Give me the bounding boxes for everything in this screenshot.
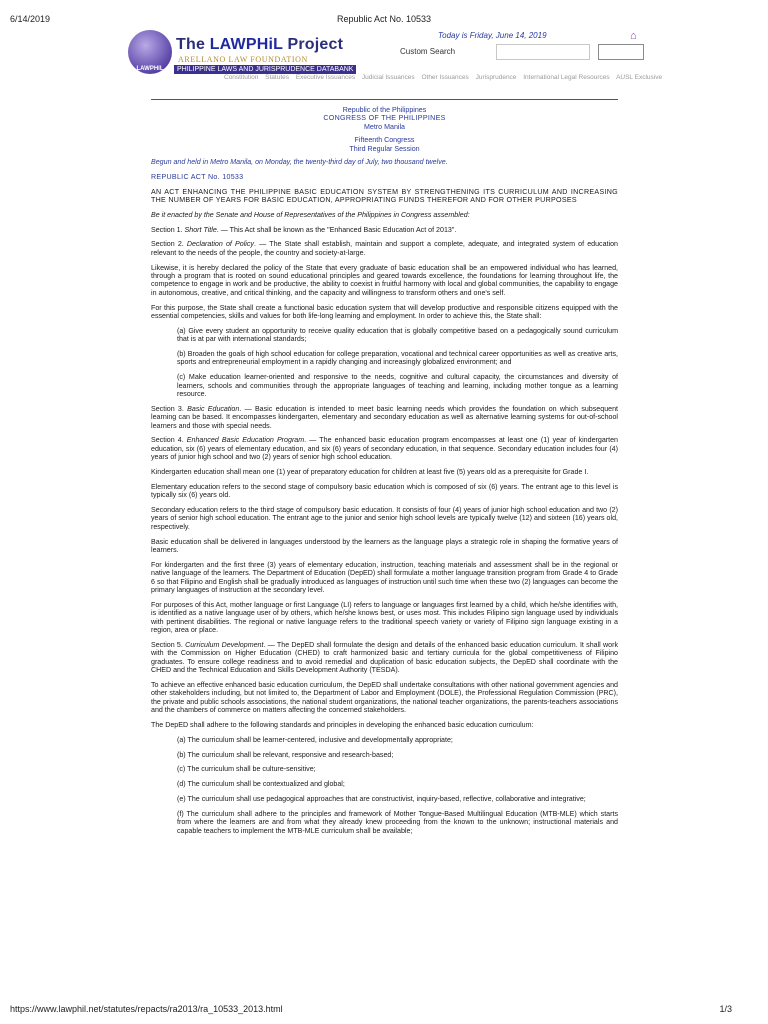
lawphil-logo[interactable] bbox=[128, 30, 172, 74]
enacting-clause: Be it enacted by the Senate and House of Representatives of the Philippines in Congress assembled: bbox=[151, 210, 470, 219]
search-button[interactable] bbox=[598, 44, 644, 60]
logo-text: LAWPHIL bbox=[136, 66, 164, 72]
curriculum-item-a: (a) The curriculum shall be learner-centered, inclusive and developmentally appropriate; bbox=[177, 735, 453, 744]
site-nav bbox=[224, 74, 667, 81]
search-input[interactable] bbox=[496, 44, 590, 60]
nav-judicial-issuances[interactable]: Judicial Issuances bbox=[361, 74, 415, 81]
policy-item-a: (a) Give every student an opportunity to receive quality education that is globally competitive based on a pedagogically sound curriculum that is at par with international standards; bbox=[177, 326, 618, 344]
policy-item-b: (b) Broaden the goals of high school education for college preparation, vocational and technical career opportunities as well as creative arts, sports and entrepreneurial employment in a rapidly changing and increasingly globalized environment; and bbox=[177, 350, 618, 367]
paragraph-language: Basic education shall be delivered in languages understood by the learners as the language plays a strategic role in shaping the formative years of learners. bbox=[151, 537, 618, 555]
paragraph-likewise: Likewise, it is hereby declared the policy of the State that every graduate of basic education shall be an empowered individual who has learned, through a program that is rooted on sound educational principles and geared towards excellence, the foundations for learning throughout life, the competence to engage in work and be productive, the ability to coexist in fruitful harmony with local and global communities, the capability to engage in autonomous, creative, and critical thinking, and the capacity and willingness to transform others and one's self. bbox=[151, 263, 618, 297]
databank-label: PHILIPPINE LAWS AND JURISPRUDENCE DATABANK bbox=[174, 65, 356, 74]
section-1: Section 1. Short Title. — This Act shall be known as the "Enhanced Basic Education Act of 2013". bbox=[151, 225, 457, 234]
nav-statutes[interactable]: Statutes bbox=[265, 74, 289, 81]
nav-constitution[interactable]: Constitution bbox=[224, 74, 259, 81]
header-divider bbox=[151, 99, 618, 100]
brand-title[interactable]: The LAWPHiL Project bbox=[176, 36, 344, 53]
search-label: Custom Search bbox=[400, 47, 456, 56]
section-5: Section 5. Curriculum Development. — The DepED shall formulate the design and details of the enhanced basic education curriculum. It shall work with the Commission on Higher Education (CHED) to craft harmonized basic and tertiary curricula for the global competitiveness of Filipino graduates. To ensure college readiness and to avoid remedial and duplication of basic education subjects, the DepED shall coordinate with the CHED and the Technical Education and Skills Development Authority (TESDA). bbox=[151, 640, 618, 675]
paragraph-secondary: Secondary education refers to the third stage of compulsory basic education. It consists of four (4) years of junior high school education and two (2) years of senior high school education. The entrant age to the junior and senior high school levels are typically twelve (12) and sixteen (16) years old, respectively. bbox=[151, 506, 618, 531]
foundation-name: ARELLANO LAW FOUNDATION bbox=[178, 55, 308, 64]
policy-item-c: (c) Make education learner-oriented and responsive to the needs, cognitive and cultural capacity, the circumstances and diversity of learners, schools and communities through the appropriate languages of teaching and learning, including mother tongue as a learning resource. bbox=[177, 373, 618, 399]
act-number: REPUBLIC ACT No. 10533 bbox=[151, 172, 244, 181]
document-body bbox=[151, 106, 618, 841]
heading-republic: Republic of the Philippines bbox=[342, 106, 427, 114]
nav-other-issuances[interactable]: Other Issuances bbox=[421, 74, 469, 81]
begun-statement: Begun and held in Metro Manila, on Monday, the twenty-third day of July, two thousand twelve. bbox=[151, 158, 448, 167]
curriculum-item-b: (b) The curriculum shall be relevant, responsive and research-based; bbox=[177, 750, 394, 759]
section-3: Section 3. Basic Education. — Basic education is intended to meet basic learning needs which provides the foundation on which subsequent learning can be based. It encompasses kindergarten, elementary and secondary education as well as alternative learning systems for out-of-school learners and those with special needs. bbox=[151, 404, 618, 430]
curriculum-item-d: (d) The curriculum shall be contextualized and global; bbox=[177, 780, 345, 789]
paragraph-achieve: To achieve an effective enhanced basic education curriculum, the DepED shall undertake consultations with other national government agencies and other stakeholders including, but not limited to, the Department of Labor and Employment (DOLE), the Professional Regulation Commission (PRC), the private and public schools associations, the national student organizations, the national teacher organizations, the parents-teachers associations and the chambers of commerce on matters affecting the concerned stakeholders. bbox=[151, 680, 618, 715]
section-2: Section 2. Declaration of Policy. — The State shall establish, maintain and support a complete, adequate, and integrated system of education relevant to the needs of the people, the country and society-at-large. bbox=[151, 240, 618, 257]
paragraph-mother-language: For purposes of this Act, mother language or first Language (LI) refers to language or languages first learned by a child, which he/she identifies with, is identified as a native language user of by others, which he/she knows best, or uses most. This includes Filipino sign language used by individuals with pertinent disabilities. The regional or native language refers to the traditional speech variety or variety of Filipino sign language existing in a region, area or place. bbox=[151, 600, 618, 635]
today-date: Today is Friday, June 14, 2019 bbox=[438, 31, 547, 40]
curriculum-item-f: (f) The curriculum shall adhere to the principles and framework of Mother Tongue-Based Multilingual Education (MTB-MLE) which starts from where the learners are and from what they already knew proceeding from the known to the unknown; instructional materials and capable teachers to implement the MTB-MLE curriculum shall be available; bbox=[177, 809, 618, 835]
curriculum-item-e: (e) The curriculum shall use pedagogical approaches that are constructivist, inquiry-based, reflective, collaborative and integrative; bbox=[177, 794, 586, 803]
heading-congress: CONGRESS OF THE PHILIPPINES bbox=[323, 114, 446, 123]
heading-metro-manila: Metro Manila bbox=[363, 122, 405, 131]
page-number: 1/3 bbox=[719, 1004, 732, 1014]
curriculum-item-c: (c) The curriculum shall be culture-sensitive; bbox=[177, 765, 316, 774]
paragraph-adhere: The DepED shall adhere to the following standards and principles in developing the enhanced basic education curriculum: bbox=[151, 720, 534, 729]
heading-congress-number: Fifteenth Congress bbox=[354, 136, 415, 145]
paragraph-kindergarten: Kindergarten education shall mean one (1) year of preparatory education for children at least five (5) years old as a prerequisite for Grade I. bbox=[151, 468, 589, 477]
nav-ausl-exclusive[interactable]: AUSL Exclusive bbox=[616, 74, 663, 81]
paragraph-kindergarten-first-three: For kindergarten and the first three (3) years of elementary education, instruction, teaching materials and assessment shall be in the regional or native language of the learners. The Department of Education (DepED) shall formulate a mother language transition program from Grade 4 to Grade 6 so that Filipino and English shall be gradually introduced as languages of instruction until such time when these two (2) languages can become the primary languages of instruction at the secondary level. bbox=[151, 560, 618, 595]
site-header bbox=[128, 30, 648, 78]
print-date: 6/14/2019 bbox=[10, 14, 51, 24]
heading-session: Third Regular Session bbox=[349, 144, 420, 153]
nav-international-legal-resources[interactable]: International Legal Resources bbox=[523, 74, 610, 81]
section-4: Section 4. Enhanced Basic Education Program. — The enhanced basic education program encompasses at least one (1) year of kindergarten education, six (6) years of elementary education, and six (6) years of secondary education, in that sequence. Secondary education includes four (4) years of junior high school and two (2) years of senior high school education. bbox=[151, 436, 618, 462]
paragraph-purpose: For this purpose, the State shall create a functional basic education system that will develop productive and responsible citizens equipped with the essential competencies, skills and values for both life-long learning and employment. In order to achieve this, the State shall: bbox=[151, 303, 618, 321]
act-title: AN ACT ENHANCING THE PHILIPPINE BASIC EDUCATION SYSTEM BY STRENGTHENING ITS CURRICULUM AND INCREASING THE NUMBER OF YEARS FOR BASIC EDUCATION, APPROPRIATING FUNDS THEREFOR AND FOR OTHER PURPOSES bbox=[151, 187, 618, 205]
print-title: Republic Act No. 10533 bbox=[336, 14, 432, 24]
nav-executive-issuances[interactable]: Executive Issuances bbox=[295, 74, 356, 81]
print-url[interactable]: https://www.lawphil.net/statutes/repacts/ra2013/ra_10533_2013.html bbox=[10, 1004, 283, 1014]
paragraph-elementary: Elementary education refers to the second stage of compulsory basic education which is composed of six (6) years. The entrant age to this level is typically six (6) years old. bbox=[151, 482, 618, 500]
home-icon[interactable]: ⌂ bbox=[630, 30, 637, 42]
nav-jurisprudence[interactable]: Jurisprudence bbox=[475, 74, 517, 81]
